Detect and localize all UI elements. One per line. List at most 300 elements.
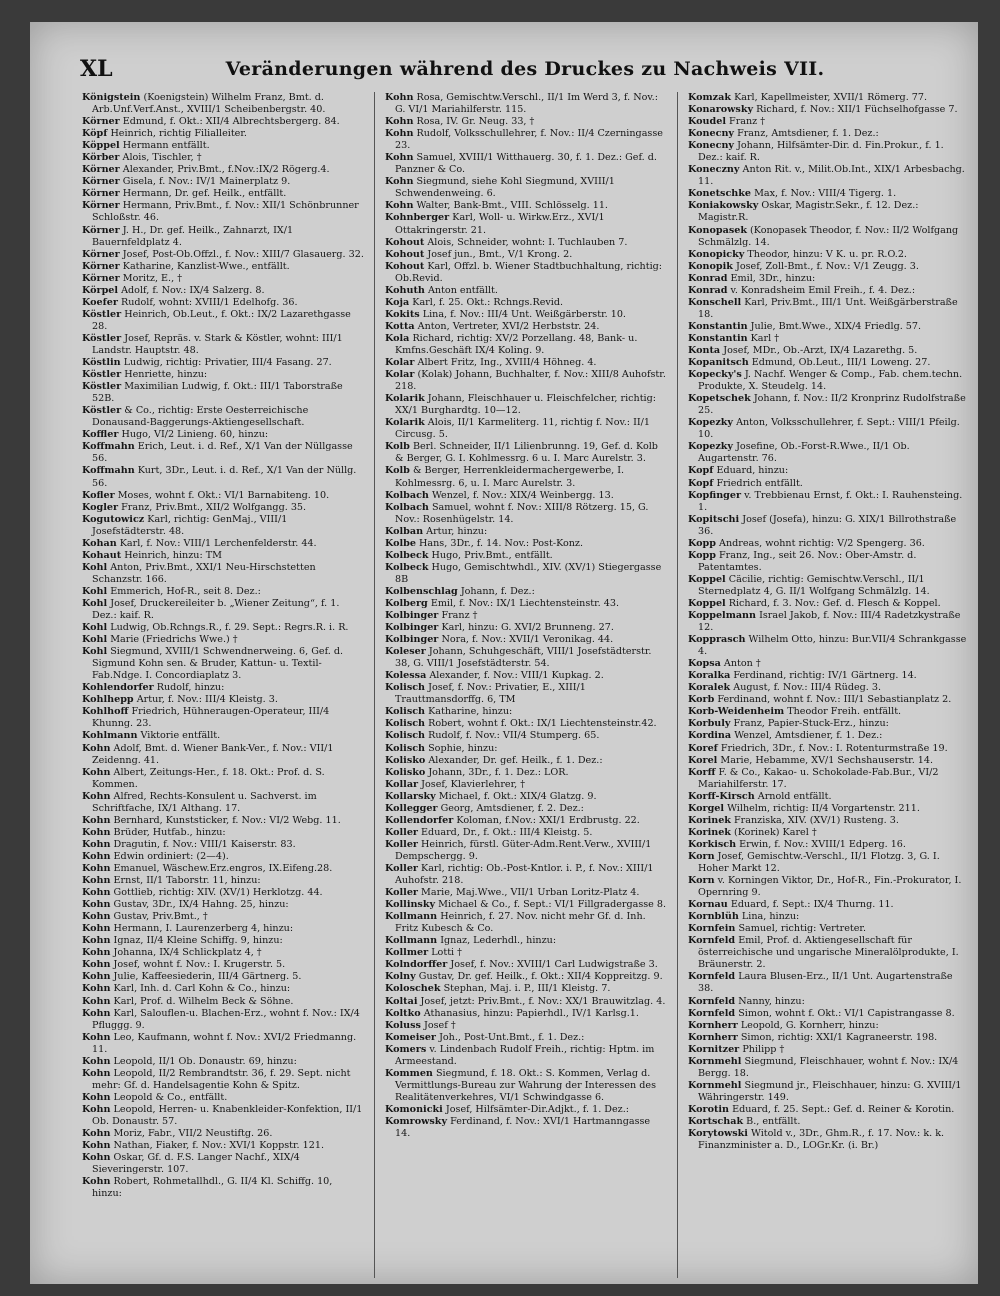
entry-details: Anton, Vertreter, XVI/2 Herbststr. 24. <box>417 320 600 332</box>
entry-details: F. & Co., Kakao- u. Schokolade-Fab.Bur., VI/2 Mariahilferstr. 17. <box>698 766 939 790</box>
directory-entry <box>688 1032 970 1044</box>
entry-details: Gustav, 3Dr., IX/4 Hahng. 25, hinzu: <box>113 899 289 911</box>
entry-details: Heinrich, richtig Filialleiter. <box>110 128 247 140</box>
entry-surname: Körner <box>82 272 120 284</box>
directory-entry <box>82 935 364 947</box>
directory-entry <box>385 947 667 959</box>
entry-details: (Konopasek Theodor, f. Nov.: II/2 Wolfgang Schmälzlg. 14. <box>698 224 959 248</box>
entry-surname: Kornfein <box>688 923 736 935</box>
entry-details: Brüder, Hutfab., hinzu: <box>113 826 226 838</box>
entry-details: Lina, f. Nov.: III/4 Unt. Weißgärberstr. 10. <box>422 308 626 320</box>
entry-surname: Kohuth <box>385 284 425 296</box>
entry-surname: Kolessa <box>385 670 427 682</box>
column-divider <box>374 92 375 1278</box>
entry-surname: Kohn <box>385 200 414 212</box>
directory-entry <box>688 598 970 610</box>
entry-surname: Kornherr <box>688 1019 738 1031</box>
directory-entry <box>385 743 667 755</box>
directory-entry <box>82 285 364 297</box>
entry-details: Hugo, Priv.Bmt., entfällt. <box>431 549 553 561</box>
entry-surname: Köstler <box>82 381 122 393</box>
directory-entry <box>82 743 364 767</box>
directory-entry <box>385 598 667 610</box>
entry-details: Johann, Fleischhauer u. Fleischfelcher, richtig: XX/1 Burghardtg. 10—12. <box>395 393 656 417</box>
entry-details: Josef, f. Nov.: Privatier, E., XIII/1 Trauttmansdorffg. 6, TM <box>395 682 586 706</box>
entry-surname: Kollinsky <box>385 899 436 911</box>
entry-surname: Kohn <box>385 116 414 128</box>
directory-entry <box>688 875 970 899</box>
directory-entry <box>82 441 364 465</box>
entry-surname: Kohl <box>82 634 108 646</box>
entry-details: Hermann entfällt. <box>122 140 210 152</box>
entry-details: Emil, 3Dr., hinzu: <box>730 272 816 284</box>
entry-details: Josef, wohnt f. Nov.: I. Krugerstr. 5. <box>113 959 286 971</box>
directory-entry <box>385 333 667 357</box>
entry-details: Johann, f. Dez.: <box>460 585 535 597</box>
directory-entry <box>385 490 667 502</box>
directory-entry <box>82 116 364 128</box>
directory-entry <box>385 562 667 586</box>
directory-entry <box>82 851 364 863</box>
directory-entry <box>688 899 970 911</box>
directory-entry <box>688 249 970 261</box>
directory-entry <box>385 863 667 887</box>
entry-surname: Kornfeld <box>688 971 736 983</box>
directory-entry <box>688 128 970 140</box>
entry-details: Rosa, IV. Gr. Neug. 33, † <box>416 116 535 128</box>
entry-surname: Körner <box>82 164 120 176</box>
entry-details: Gustav, Dr. gef. Heilk., f. Okt.: XII/4 Koppreitzg. 9. <box>418 971 663 983</box>
directory-entry <box>385 1068 667 1104</box>
directory-entry <box>688 261 970 273</box>
entry-details: Robert, wohnt f. Okt.: IX/1 Liechtensteinstr.42. <box>428 718 657 730</box>
directory-entry <box>82 1128 364 1140</box>
entry-surname: Kohn <box>82 1152 111 1164</box>
entry-surname: Korgel <box>688 802 725 814</box>
directory-entry <box>688 188 970 200</box>
entry-surname: Koleser <box>385 646 426 658</box>
entry-surname: Korkisch <box>688 838 737 850</box>
directory-entry <box>385 622 667 634</box>
directory-entry <box>688 1080 970 1104</box>
entry-surname: Konrad <box>688 284 728 296</box>
column-divider <box>677 92 678 1278</box>
entry-details: Friedrich entfällt. <box>716 477 803 489</box>
entry-surname: Kohn <box>82 850 111 862</box>
directory-entry <box>82 598 364 622</box>
entry-surname: Kortschak <box>688 1115 744 1127</box>
directory-entry <box>82 465 364 489</box>
directory-entry <box>385 285 667 297</box>
entry-details: J. Nachf. Wenger & Comp., Fab. chem.techn. Produkte, X. Steudelg. 14. <box>698 369 963 393</box>
directory-entry <box>385 321 667 333</box>
entry-details: Josef, Post-Ob.Offzl., f. Nov.: XIII/7 Glasauerg. 32. <box>122 248 364 260</box>
entry-surname: Kolbach <box>385 501 429 513</box>
entry-surname: Kohn <box>82 875 111 887</box>
entry-surname: Komeiser <box>385 1031 436 1043</box>
directory-entry <box>385 237 667 249</box>
entry-surname: Kolbinger <box>385 634 439 646</box>
entry-details: Joh., Post-Unt.Bmt., f. 1. Dez.: <box>439 1031 585 1043</box>
entry-details: Franz † <box>729 116 766 128</box>
directory-entry <box>385 369 667 393</box>
entry-details: Anton, Priv.Bmt., XXI/1 Neu-Hirschstetten Schanzstr. 166. <box>92 561 316 585</box>
entry-details: Richard, f. 3. Nov.: Gef. d. Flesch & Koppel. <box>728 597 941 609</box>
directory-entry <box>385 718 667 730</box>
entry-surname: Kohn <box>82 887 111 899</box>
entry-details: Eduard, f. Sept.: IX/4 Thurng. 11. <box>730 899 894 911</box>
entry-surname: Kolisch <box>385 718 426 730</box>
entry-surname: Koja <box>385 296 410 308</box>
directory-entry <box>688 1020 970 1032</box>
entry-details: Alexander, Priv.Bmt., f.Nov.:IX/2 Rögerg.4. <box>122 164 330 176</box>
entry-surname: Kohn <box>385 128 414 140</box>
entry-surname: Köpf <box>82 128 108 140</box>
directory-entry <box>385 212 667 236</box>
entry-details: Josef (Josefa), hinzu: G. XIX/1 Billrothstraße 36. <box>698 513 957 537</box>
entry-surname: Kohn <box>82 838 111 850</box>
entry-surname: Kolisch <box>385 742 426 754</box>
entry-surname: Köppel <box>82 140 120 152</box>
directory-entry <box>82 694 364 706</box>
directory-entry <box>82 923 364 935</box>
directory-entry <box>82 1056 364 1068</box>
entry-surname: Kohlmann <box>82 730 138 742</box>
entry-surname: Koniakowsky <box>688 200 759 212</box>
entry-details: Eduard, Dr., f. Okt.: III/4 Kleistg. 5. <box>421 826 593 838</box>
entry-surname: Kohn <box>82 1007 111 1019</box>
entry-details: Stephan, Maj. i. P., III/1 Kleistg. 7. <box>443 983 611 995</box>
directory-entry <box>82 1152 364 1176</box>
directory-entry <box>82 1068 364 1092</box>
entry-details: Anton † <box>723 658 761 670</box>
entry-surname: Kohl <box>82 646 108 658</box>
entry-surname: Koralka <box>688 670 731 682</box>
directory-entry <box>688 682 970 694</box>
directory-entry <box>385 935 667 947</box>
directory-entry <box>385 730 667 742</box>
entry-details: Ferdinand, richtig: IV/1 Gärtnerg. 14. <box>733 670 917 682</box>
entry-details: Ludwig, Ob.Rchngs.R., f. 29. Sept.: Regrs.R. i. R. <box>110 622 349 634</box>
directory-entry <box>688 743 970 755</box>
directory-entry <box>82 863 364 875</box>
entry-details: Alexander, Dr. gef. Heilk., f. 1. Dez.: <box>428 754 603 766</box>
directory-entry <box>688 658 970 670</box>
entry-details: Franziska, XIV. (XV/1) Rusteng. 3. <box>734 814 899 826</box>
entry-details: Edwin ordiniert: (2—4). <box>113 850 229 862</box>
entry-surname: Kommen <box>385 1067 433 1079</box>
entry-details: Julie, Bmt.Wwe., XIX/4 Friedlg. 57. <box>750 320 922 332</box>
entry-surname: Kohn <box>82 983 111 995</box>
directory-entry <box>688 851 970 875</box>
entry-details: Karl, Priv.Bmt., III/1 Unt. Weißgärberstraße 18. <box>698 296 958 320</box>
entry-details: Marie, Hebamme, XV/1 Sechshauserstr. 14. <box>720 754 934 766</box>
entry-details: Gustav, Priv.Bmt., † <box>113 911 208 923</box>
directory-entry <box>688 478 970 490</box>
directory-entry <box>385 261 667 285</box>
entry-surname: Kolbenschlag <box>385 585 458 597</box>
entry-surname: Kornherr <box>688 1031 738 1043</box>
entry-details: Kurt, 3Dr., Leut. i. d. Ref., X/1 Van der Nüllg. 56. <box>92 465 357 489</box>
entry-details: Robert, Rohmetallhdl., G. II/4 Kl. Schiffg. 10, hinzu: <box>92 1176 333 1200</box>
directory-entry <box>385 767 667 779</box>
directory-entry <box>385 911 667 935</box>
entry-surname: Kokits <box>385 308 420 320</box>
entry-details: Josef, MDr., Ob.-Arzt, IX/4 Lazarethg. 5. <box>723 344 918 356</box>
entry-surname: Koltko <box>385 1007 421 1019</box>
entry-surname: Kohnberger <box>385 212 450 224</box>
entry-surname: Korn <box>688 875 715 887</box>
entry-details: Karl, richtig: GenMaj., VIII/1 Josefstädterstr. 48. <box>92 513 288 537</box>
entry-details: Theodor Freih. entfällt. <box>787 706 902 718</box>
entry-details: v. Konradsheim Emil Freih., f. 4. Dez.: <box>730 284 916 296</box>
directory-entry <box>385 502 667 526</box>
entry-details: (Korinek) Karel † <box>734 826 817 838</box>
directory-entry <box>82 261 364 273</box>
entry-details: Rosa, Gemischtw.Verschl., II/1 Im Werd 3, f. Nov.: G. VI/1 Mariahilferstr. 115. <box>395 92 658 116</box>
entry-details: Siegmund, XVIII/1 Schwendnerweing. 6, Gef. d. Sigmund Kohn sen. & Bruder, Kattun- u. Textil-Fab.Ndge. I. Concordiaplatz 3. <box>92 646 344 682</box>
directory-entry <box>385 357 667 369</box>
directory-entry <box>385 682 667 706</box>
entry-details: Karl, Offzl. b. Wiener Stadtbuchhaltung, richtig: Ob.Revid. <box>395 260 663 284</box>
entry-details: Siegmund jr., Fleischhauer, hinzu: G. XVIII/1 Währingerstr. 149. <box>698 1079 962 1103</box>
directory-entry <box>385 116 667 128</box>
directory-entry <box>82 1032 364 1056</box>
entry-details: Julie, Kaffeesiederin, III/4 Gärtnerg. 5. <box>113 971 302 983</box>
entry-details: Emil, Prof. d. Aktiengesellschaft für österreichische und ungarische Mineralölprodukte, I. Bräunerstr. 2. <box>698 935 959 971</box>
entry-details: Karl, Salouflen-u. Blachen-Erz., wohnt f. Nov.: IX/4 Pfluggg. 9. <box>92 1007 360 1031</box>
directory-entry <box>688 104 970 116</box>
directory-entry <box>688 839 970 851</box>
directory-entry <box>688 634 970 658</box>
entry-surname: Kohaut <box>82 549 122 561</box>
directory-entry <box>82 225 364 249</box>
entry-details: Berl. Schneider, II/1 Lilienbrunng. 19, Gef. d. Kolb & Berger, G. I. Kohlmessrg. 6 u. I. Marc Aurelstr. 3. <box>395 441 658 465</box>
directory-entry <box>82 273 364 285</box>
entry-surname: Kohl <box>82 622 108 634</box>
entry-surname: Korbuly <box>688 718 731 730</box>
entry-details: (Koenigstein) Wilhelm Franz, Bmt. d. Arb.Unf.Verf.Anst., XVIII/1 Scheibenbergstr. 40. <box>92 92 326 116</box>
entry-details: Franz, Amtsdiener, f. 1. Dez.: <box>737 128 879 140</box>
entry-surname: Körner <box>82 200 120 212</box>
entry-surname: Koppel <box>688 597 726 609</box>
entry-surname: Kogutowicz <box>82 513 145 525</box>
entry-surname: Koller <box>385 838 418 850</box>
entry-surname: Körner <box>82 188 120 200</box>
entry-surname: Körber <box>82 152 120 164</box>
directory-entry <box>82 128 364 140</box>
directory-entry <box>82 899 364 911</box>
entry-surname: Kolny <box>385 971 416 983</box>
entry-details: Wenzel, Amtsdiener, f. 1. Dez.: <box>734 730 883 742</box>
directory-entry <box>82 996 364 1008</box>
entry-surname: Konetschke <box>688 188 752 200</box>
directory-entry <box>385 465 667 489</box>
entry-details: Cäcilie, richtig: Gemischtw.Verschl., II/1 Sternedplatz 4, G. II/1 Wolfgang Schmälzlg. 14. <box>698 573 930 597</box>
directory-entry <box>82 152 364 164</box>
directory-entry <box>688 803 970 815</box>
entry-details: Simon, richtig: XXI/1 Kagraneerstr. 198. <box>740 1031 938 1043</box>
entry-details: Ludwig, richtig: Privatier, III/4 Fasang. 27. <box>123 357 332 369</box>
directory-entry <box>82 1092 364 1104</box>
entry-surname: Kohn <box>82 766 111 778</box>
entry-details: Erich, Leut. i. d. Ref., X/1 Van der Nüllgasse 56. <box>92 441 353 465</box>
entry-details: Karl, Woll- u. Wirkw.Erz., XVI/1 Ottakringerstr. 21. <box>395 212 605 236</box>
entry-surname: Kopezky <box>688 417 734 429</box>
entry-surname: Kogler <box>82 501 119 513</box>
directory-entry <box>688 393 970 417</box>
entry-surname: Kohn <box>82 1067 111 1079</box>
entry-surname: Korinek <box>688 814 731 826</box>
directory-entry <box>82 706 364 730</box>
entry-details: v. Trebbienau Ernst, f. Okt.: I. Rauhensteing. 1. <box>698 489 963 513</box>
directory-entry <box>82 1104 364 1128</box>
entry-details: Josef jun., Bmt., V/1 Krong. 2. <box>427 248 573 260</box>
column-left <box>82 92 364 1278</box>
entry-details: Hermann, Dr. gef. Heilk., entfällt. <box>122 188 287 200</box>
entry-details: Samuel, XVIII/1 Witthauerg. 30, f. 1. Dez.: Gef. d. Panzner & Co. <box>395 152 657 176</box>
directory-entry <box>688 273 970 285</box>
entry-details: (Kolak) Johann, Buchhalter, f. Nov.: XIII/8 Auhofstr. 218. <box>395 369 666 393</box>
entry-details: Ignaz, Lederhdl., hinzu: <box>440 935 557 947</box>
directory-entry <box>82 646 364 682</box>
directory-entry <box>688 345 970 357</box>
entry-surname: Kolbach <box>385 489 429 501</box>
entry-details: Moriz, Fabr., VII/2 Neustiftg. 26. <box>113 1128 273 1140</box>
directory-entry <box>82 1176 364 1200</box>
directory-entry <box>82 791 364 815</box>
directory-entry <box>82 490 364 502</box>
entry-details: Moritz, E., † <box>122 272 182 284</box>
entry-surname: Komonicki <box>385 1103 443 1115</box>
entry-details: Rudolf, hinzu: <box>156 682 225 694</box>
entry-surname: Koneczny <box>688 164 740 176</box>
entry-details: Adolf, Bmt. d. Wiener Bank-Ver., f. Nov.: VII/1 Zeidenng. 41. <box>92 742 334 766</box>
entry-surname: Kohn <box>82 742 111 754</box>
entry-surname: Kohl <box>82 585 108 597</box>
directory-entry <box>82 429 364 441</box>
entry-surname: Kornitzer <box>688 1043 740 1055</box>
entry-surname: Kolisch <box>385 730 426 742</box>
entry-surname: Kohn <box>82 899 111 911</box>
entry-surname: Kornfeld <box>688 995 736 1007</box>
entry-surname: Kohn <box>385 176 414 188</box>
entry-details: Josef, Repräs. v. Stark & Köstler, wohnt: III/1 Landstr. Hauptstr. 48. <box>92 332 343 356</box>
entry-surname: Kolisch <box>385 706 426 718</box>
entry-surname: Konta <box>688 344 721 356</box>
entry-details: Katharine, Kanzlist-Wwe., entfällt. <box>122 260 290 272</box>
entry-surname: Kohn <box>82 935 111 947</box>
entry-details: Dragutin, f. Nov.: VIII/1 Kaiserstr. 83. <box>113 838 296 850</box>
directory-entry <box>385 839 667 863</box>
entry-surname: Kohlhepp <box>82 694 134 706</box>
entry-details: Emil, f. Nov.: IX/1 Liechtensteinstr. 43. <box>430 597 619 609</box>
entry-details: Heinrich, f. 27. Nov. nicht mehr Gf. d. Inh. Fritz Kubesch & Co. <box>395 911 646 935</box>
directory-entry <box>688 357 970 369</box>
directory-entry <box>688 911 970 923</box>
entry-details: Michael, f. Okt.: XIX/4 Glatzg. 9. <box>438 790 597 802</box>
entry-details: & Co., richtig: Erste Oesterreichische Donausand-Baggerungs-Aktiengesellschaft. <box>92 405 309 429</box>
entry-surname: Kohn <box>82 947 111 959</box>
directory-entry <box>688 490 970 514</box>
entry-surname: Konopik <box>688 260 733 272</box>
entry-surname: Kohn <box>82 959 111 971</box>
page-title: Veränderungen während des Druckes zu Nachweis VII. <box>225 58 825 80</box>
entry-details: Siegmund, f. 18. Okt.: S. Kommen, Verlag d. Vermittlungs-Bureau zur Wahrung der Interessen des Realitätenverkehres, VI/1 Schwindgasse 6. <box>395 1067 657 1103</box>
entry-surname: Kornau <box>688 899 728 911</box>
entry-surname: Korinek <box>688 826 731 838</box>
directory-entry <box>385 971 667 983</box>
entry-surname: Kopitschi <box>688 513 740 525</box>
entry-details: Ignaz, II/4 Kleine Schiffg. 9, hinzu: <box>113 935 283 947</box>
entry-surname: Komzak <box>688 92 731 103</box>
entry-surname: Kordina <box>688 730 732 742</box>
entry-details: Witold v., 3Dr., Ghm.R., f. 17. Nov.: k. k. Finanzminister a. D., LOGr.Kr. (i. Br.) <box>698 1128 945 1152</box>
directory-entry <box>82 959 364 971</box>
entry-details: Anton entfällt. <box>427 284 498 296</box>
entry-surname: Koller <box>385 887 418 899</box>
entry-details: Leopold & Co., entfällt. <box>113 1091 228 1103</box>
entry-surname: Kolar <box>385 369 415 381</box>
entry-surname: Kolisko <box>385 766 426 778</box>
directory-entry <box>688 574 970 598</box>
directory-entry <box>688 140 970 164</box>
entry-surname: Körpel <box>82 284 119 296</box>
entry-surname: Kolbeck <box>385 561 429 573</box>
entry-surname: Kohn <box>385 92 414 103</box>
directory-entry <box>688 550 970 574</box>
entry-surname: Kollmann <box>385 911 438 923</box>
entry-surname: Kohn <box>82 814 111 826</box>
entry-surname: Kollendorfer <box>385 814 454 826</box>
entry-details: Siegmund, Fleischhauer, wohnt f. Nov.: IX/4 Bergg. 18. <box>698 1055 959 1079</box>
entry-surname: Konopasek <box>688 224 747 236</box>
directory-entry <box>82 176 364 188</box>
directory-entry <box>385 586 667 598</box>
entry-surname: Kohn <box>385 152 414 164</box>
entry-details: Emmerich, Hof-R., seit 8. Dez.: <box>110 585 261 597</box>
directory-entry <box>385 1020 667 1032</box>
entry-surname: Kopf <box>688 477 714 489</box>
entry-details: Leopold, G. Kornherr, hinzu: <box>740 1019 879 1031</box>
directory-entry <box>385 670 667 682</box>
directory-entry <box>82 502 364 514</box>
entry-surname: Koltai <box>385 995 418 1007</box>
entry-details: Ernst, II/1 Taborstr. 11, hinzu: <box>113 875 261 887</box>
entry-details: Karl, Kapellmeister, XVII/1 Römerg. 77. <box>734 92 928 103</box>
directory-entry <box>688 333 970 345</box>
directory-entry <box>385 441 667 465</box>
directory-entry <box>688 538 970 550</box>
directory-entry <box>82 164 364 176</box>
directory-entry <box>82 514 364 538</box>
directory-entry <box>385 538 667 550</box>
entry-surname: Kopp <box>688 549 716 561</box>
entry-surname: Kohn <box>82 923 111 935</box>
directory-entry <box>385 309 667 321</box>
directory-entry <box>82 622 364 634</box>
directory-entry <box>82 333 364 357</box>
directory-entry <box>385 92 667 116</box>
entry-surname: Kopecky's <box>688 369 742 381</box>
entry-surname: Koffler <box>82 429 119 441</box>
directory-entry <box>688 730 970 742</box>
entry-surname: Konstantin <box>688 332 748 344</box>
directory-entry <box>385 887 667 899</box>
entry-surname: Kohn <box>82 1091 111 1103</box>
directory-entry <box>82 405 364 429</box>
entry-details: Georg, Amtsdiener, f. 2. Dez.: <box>440 802 584 814</box>
